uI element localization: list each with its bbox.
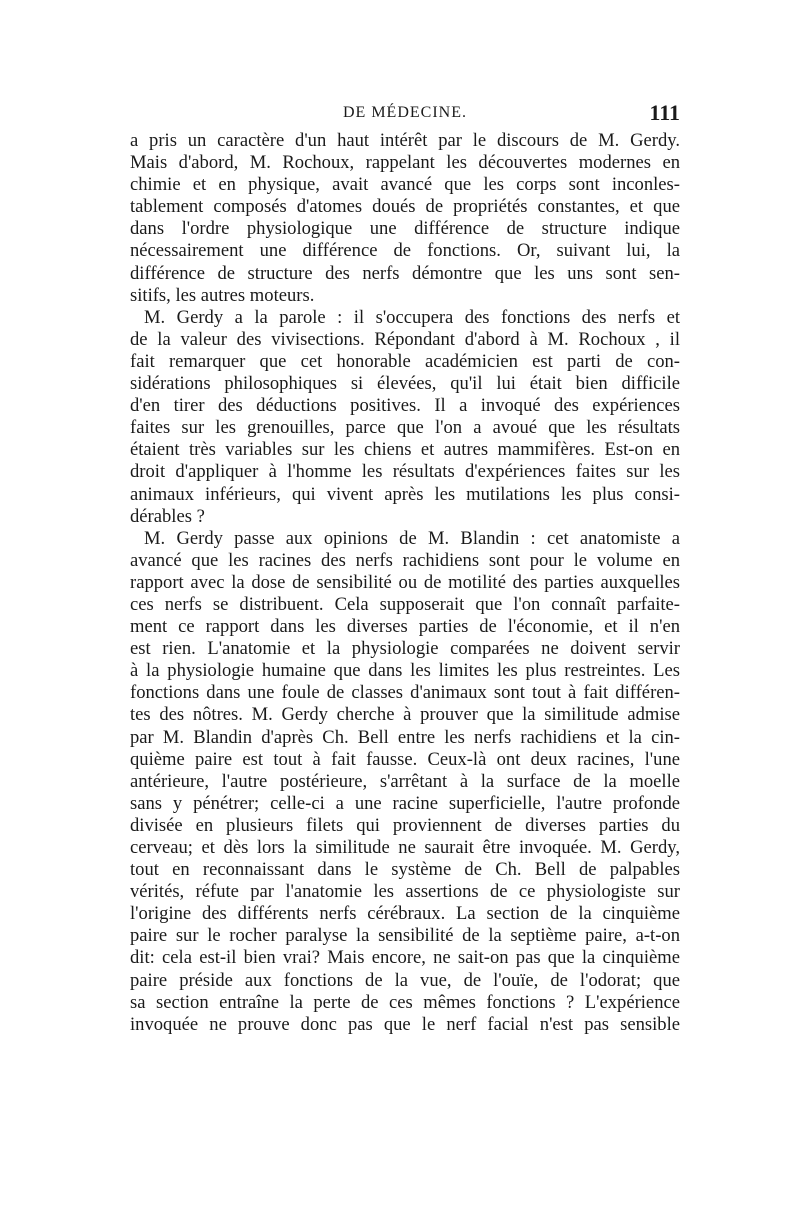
text-line: dans l'ordre physiologique une différence de structure indique (130, 218, 680, 240)
text-line: divisée en plusieurs filets qui proviennent de diverses parties du (130, 814, 680, 836)
text-line: quième paire est tout à fait fausse. Ceux-là ont deux racines, l'une (130, 748, 680, 770)
text-line: sitifs, les autres moteurs. (130, 284, 315, 306)
text-line: antérieure, l'autre postérieure, s'arrêtant à la surface de la moelle (130, 770, 680, 792)
text-line: Mais d'abord, M. Rochoux, rappelant les découvertes modernes en (130, 152, 680, 174)
text-line: ment ce rapport dans les diverses parties de l'économie, et il n'en (130, 616, 680, 638)
text-line: fonctions dans une foule de classes d'animaux sont tout à fait différen- (130, 682, 680, 704)
text-line: faites sur les grenouilles, parce que l'on a avoué que les résultats (130, 417, 680, 439)
text-line: nécessairement une différence de fonctions. Or, suivant lui, la (130, 240, 680, 262)
text-line: a pris un caractère d'un haut intérêt par le discours de M. Gerdy. (130, 130, 680, 151)
text-line: M. Gerdy a la parole : il s'occupera des fonctions des nerfs et (144, 306, 680, 328)
text-line: rapport avec la dose de sensibilité ou de motilité des parties auxquelles (130, 571, 680, 593)
text-line: dérables ? (130, 505, 205, 527)
text-line: l'origine des différents nerfs cérébraux. La section de la cinquième (130, 903, 680, 925)
text-line: sa section entraîne la perte de ces mêmes fonctions ? L'expérience (130, 991, 680, 1013)
text-line: paire sur le rocher paralyse la sensibilité de la septième paire, a-t-on (130, 925, 680, 947)
text-line: tout en reconnaissant dans le système de Ch. Bell de palpables (130, 859, 680, 881)
text-line: tes des nôtres. M. Gerdy cherche à prouver que la similitude admise (130, 704, 680, 726)
text-line: animaux inférieurs, qui vivent après les mutilations les plus consi- (130, 483, 680, 505)
text-line: est rien. L'anatomie et la physiologie comparées ne doivent servir (130, 638, 680, 660)
text-line: fait remarquer que cet honorable académicien est parti de con- (130, 350, 680, 372)
text-line: sidérations philosophiques si élevées, qu'il lui était bien difficile (130, 373, 680, 395)
text-line: chimie et en physique, avait avancé que les corps sont inconles- (130, 174, 680, 196)
page-number: 111 (649, 100, 680, 125)
text-line: d'en tirer des déductions positives. Il a invoqué des expériences (130, 395, 680, 417)
text-line: M. Gerdy passe aux opinions de M. Blandin : cet anatomiste a (144, 527, 680, 549)
text-line: paire préside aux fonctions de la vue, de l'ouïe, de l'odorat; que (130, 969, 680, 991)
text-line: ces nerfs se distribuent. Cela supposerait que l'on connaît parfaite- (130, 593, 680, 615)
text-line: étaient très variables sur les chiens et autres mammifères. Est-on en (130, 439, 680, 461)
text-line: de la valeur des vivisections. Répondant d'abord à M. Rochoux , il (130, 328, 680, 350)
running-title: DE MÉDECINE. (343, 104, 467, 121)
text-line: par M. Blandin d'après Ch. Bell entre les nerfs rachidiens et la cin- (130, 726, 680, 748)
text-line: différence de structure des nerfs démontre que les uns sont sen- (130, 262, 680, 284)
text-line: dit: cela est-il bien vrai? Mais encore, ne sait-on pas que la cinquième (130, 947, 680, 969)
text-line: sans y pénétrer; celle-ci a une racine superficielle, l'autre profonde (130, 792, 680, 814)
text-line: droit d'appliquer à l'homme les résultats d'expériences faites sur les (130, 461, 680, 483)
text-line: vérités, réfute par l'anatomie les assertions de ce physiologiste sur (130, 881, 680, 903)
running-head (130, 100, 680, 128)
text-line: invoquée ne prouve donc pas que le nerf facial n'est pas sensible (130, 1013, 680, 1035)
text-line: cerveau; et dès lors la similitude ne saurait être invoquée. M. Gerdy, (130, 837, 680, 858)
body-text (130, 130, 680, 1036)
text-line: à la physiologie humaine que dans les limites les plus restreintes. Les (130, 660, 680, 682)
text-line: tablement composés d'atomes doués de propriétés constantes, et que (130, 196, 680, 218)
text-line: avancé que les racines des nerfs rachidiens sont pour le volume en (130, 549, 680, 571)
